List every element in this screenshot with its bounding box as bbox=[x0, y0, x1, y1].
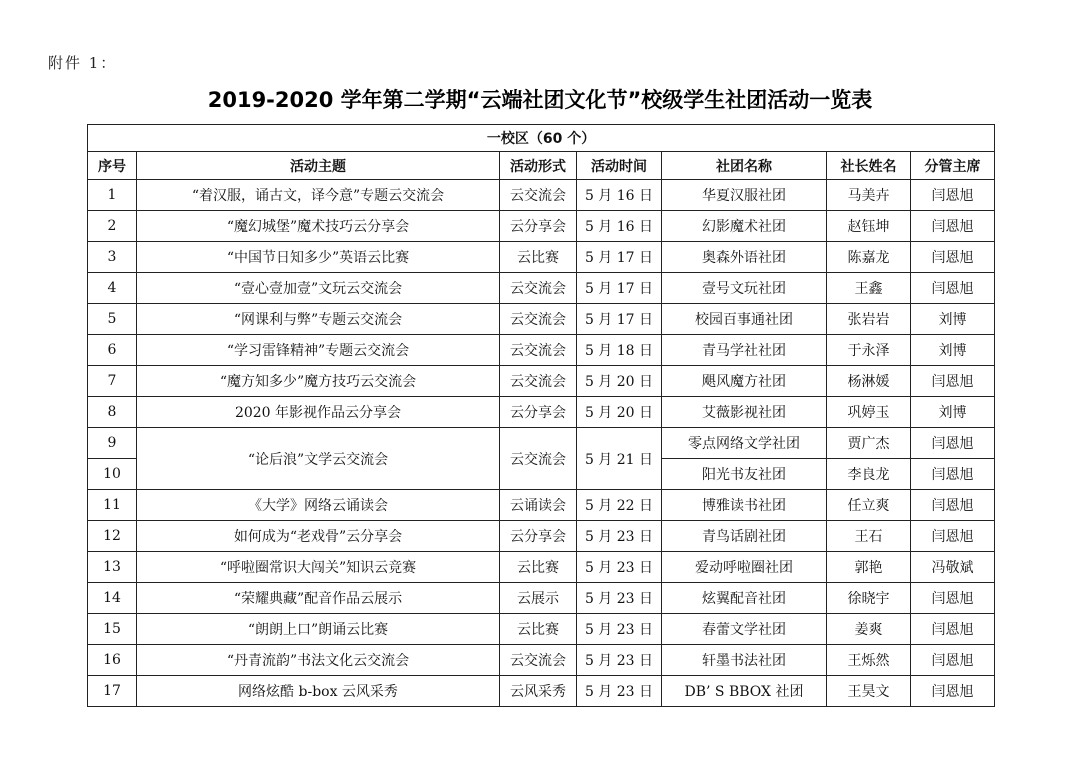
cell-club: 壹号文玩社团 bbox=[662, 273, 827, 304]
cell-supervisor: 闫恩旭 bbox=[911, 211, 995, 242]
cell-form: 云分享会 bbox=[500, 211, 577, 242]
cell-club: 轩墨书法社团 bbox=[662, 645, 827, 676]
cell-supervisor: 冯敬斌 bbox=[911, 552, 995, 583]
cell-form: 云交流会 bbox=[500, 180, 577, 211]
cell-president: 于永泽 bbox=[827, 335, 911, 366]
cell-president: 王石 bbox=[827, 521, 911, 552]
cell-form: 云展示 bbox=[500, 583, 577, 614]
table-row bbox=[88, 211, 995, 242]
cell-supervisor: 闫恩旭 bbox=[911, 459, 995, 490]
cell-club: 飓风魔方社团 bbox=[662, 366, 827, 397]
cell-president: 张岩岩 bbox=[827, 304, 911, 335]
table-row bbox=[88, 397, 995, 428]
cell-form: 云比赛 bbox=[500, 552, 577, 583]
cell-supervisor: 闫恩旭 bbox=[911, 428, 995, 459]
cell-theme: “网课利与弊”专题云交流会 bbox=[137, 304, 500, 335]
cell-no: 2 bbox=[88, 211, 137, 242]
header-theme: 活动主题 bbox=[137, 152, 500, 180]
table-row bbox=[88, 490, 995, 521]
cell-form: 云诵读会 bbox=[500, 490, 577, 521]
cell-date: 5 月 21 日 bbox=[577, 428, 662, 490]
table-row bbox=[88, 614, 995, 645]
cell-theme: 2020 年影视作品云分享会 bbox=[137, 397, 500, 428]
cell-president: 徐晓宇 bbox=[827, 583, 911, 614]
cell-no: 1 bbox=[88, 180, 137, 211]
cell-no: 12 bbox=[88, 521, 137, 552]
cell-supervisor: 闫恩旭 bbox=[911, 490, 995, 521]
cell-date: 5 月 23 日 bbox=[577, 676, 662, 707]
cell-supervisor: 闫恩旭 bbox=[911, 583, 995, 614]
cell-president: 任立爽 bbox=[827, 490, 911, 521]
cell-club: 校园百事通社团 bbox=[662, 304, 827, 335]
cell-club: 艾薇影视社团 bbox=[662, 397, 827, 428]
table-row bbox=[88, 428, 995, 459]
table-row bbox=[88, 583, 995, 614]
cell-president: 王昊文 bbox=[827, 676, 911, 707]
cell-president: 杨淋媛 bbox=[827, 366, 911, 397]
cell-form: 云比赛 bbox=[500, 242, 577, 273]
cell-theme: “朗朗上口”朗诵云比赛 bbox=[137, 614, 500, 645]
cell-no: 6 bbox=[88, 335, 137, 366]
cell-theme: “魔方知多少”魔方技巧云交流会 bbox=[137, 366, 500, 397]
cell-club: 爱动呼啦圈社团 bbox=[662, 552, 827, 583]
cell-supervisor: 闫恩旭 bbox=[911, 614, 995, 645]
cell-supervisor: 刘博 bbox=[911, 335, 995, 366]
cell-theme: “丹青流韵”书法文化云交流会 bbox=[137, 645, 500, 676]
cell-no: 5 bbox=[88, 304, 137, 335]
cell-theme: 如何成为“老戏骨”云分享会 bbox=[137, 521, 500, 552]
cell-supervisor: 闫恩旭 bbox=[911, 676, 995, 707]
cell-club: 炫翼配音社团 bbox=[662, 583, 827, 614]
cell-president: 陈嘉龙 bbox=[827, 242, 911, 273]
cell-date: 5 月 23 日 bbox=[577, 614, 662, 645]
cell-no: 16 bbox=[88, 645, 137, 676]
header-date: 活动时间 bbox=[577, 152, 662, 180]
cell-no: 3 bbox=[88, 242, 137, 273]
table-row bbox=[88, 335, 995, 366]
cell-president: 王鑫 bbox=[827, 273, 911, 304]
cell-form: 云交流会 bbox=[500, 304, 577, 335]
cell-date: 5 月 16 日 bbox=[577, 180, 662, 211]
cell-date: 5 月 18 日 bbox=[577, 335, 662, 366]
table-row bbox=[88, 676, 995, 707]
cell-no: 8 bbox=[88, 397, 137, 428]
campus-row bbox=[88, 125, 995, 152]
table-row bbox=[88, 645, 995, 676]
cell-supervisor: 闫恩旭 bbox=[911, 645, 995, 676]
cell-president: 马美卉 bbox=[827, 180, 911, 211]
cell-theme: “学习雷锋精神”专题云交流会 bbox=[137, 335, 500, 366]
header-supervisor: 分管主席 bbox=[911, 152, 995, 180]
cell-theme: “论后浪”文学云交流会 bbox=[137, 428, 500, 490]
cell-theme: “中国节日知多少”英语云比赛 bbox=[137, 242, 500, 273]
cell-no: 13 bbox=[88, 552, 137, 583]
cell-president: 巩婷玉 bbox=[827, 397, 911, 428]
cell-theme: “荣耀典藏”配音作品云展示 bbox=[137, 583, 500, 614]
cell-no: 14 bbox=[88, 583, 137, 614]
cell-form: 云比赛 bbox=[500, 614, 577, 645]
cell-supervisor: 闫恩旭 bbox=[911, 521, 995, 552]
cell-date: 5 月 20 日 bbox=[577, 397, 662, 428]
attachment-label: 附件 1： bbox=[48, 54, 118, 72]
cell-form: 云分享会 bbox=[500, 397, 577, 428]
cell-club: DB’ S BBOX 社团 bbox=[662, 676, 827, 707]
header-no: 序号 bbox=[88, 152, 137, 180]
cell-supervisor: 刘博 bbox=[911, 397, 995, 428]
cell-supervisor: 刘博 bbox=[911, 304, 995, 335]
cell-form: 云交流会 bbox=[500, 335, 577, 366]
cell-theme: “着汉服，诵古文，译今意”专题云交流会 bbox=[137, 180, 500, 211]
table-row bbox=[88, 366, 995, 397]
cell-club: 阳光书友社团 bbox=[662, 459, 827, 490]
page-title: 2019-2020 学年第二学期“云端社团文化节”校级学生社团活动一览表 bbox=[207, 88, 873, 112]
cell-club: 春蕾文学社团 bbox=[662, 614, 827, 645]
cell-no: 7 bbox=[88, 366, 137, 397]
cell-theme: 网络炫酷 b-box 云风采秀 bbox=[137, 676, 500, 707]
campus-label: 一校区（60 个） bbox=[88, 125, 995, 152]
cell-form: 云交流会 bbox=[500, 366, 577, 397]
table-row bbox=[88, 304, 995, 335]
cell-form: 云分享会 bbox=[500, 521, 577, 552]
header-club: 社团名称 bbox=[662, 152, 827, 180]
cell-supervisor: 闫恩旭 bbox=[911, 366, 995, 397]
cell-date: 5 月 23 日 bbox=[577, 521, 662, 552]
cell-form: 云交流会 bbox=[500, 645, 577, 676]
cell-club: 奥森外语社团 bbox=[662, 242, 827, 273]
cell-supervisor: 闫恩旭 bbox=[911, 180, 995, 211]
cell-date: 5 月 17 日 bbox=[577, 273, 662, 304]
cell-club: 幻影魔术社团 bbox=[662, 211, 827, 242]
header-president: 社长姓名 bbox=[827, 152, 911, 180]
cell-president: 王烁然 bbox=[827, 645, 911, 676]
cell-no: 10 bbox=[88, 459, 137, 490]
cell-form: 云交流会 bbox=[500, 428, 577, 490]
cell-club: 青鸟话剧社团 bbox=[662, 521, 827, 552]
cell-form: 云风采秀 bbox=[500, 676, 577, 707]
cell-date: 5 月 17 日 bbox=[577, 242, 662, 273]
cell-supervisor: 闫恩旭 bbox=[911, 273, 995, 304]
cell-supervisor: 闫恩旭 bbox=[911, 242, 995, 273]
cell-club: 博雅读书社团 bbox=[662, 490, 827, 521]
table-row bbox=[88, 242, 995, 273]
table-row bbox=[88, 552, 995, 583]
cell-club: 青马学社社团 bbox=[662, 335, 827, 366]
cell-date: 5 月 23 日 bbox=[577, 552, 662, 583]
cell-no: 11 bbox=[88, 490, 137, 521]
cell-date: 5 月 20 日 bbox=[577, 366, 662, 397]
cell-president: 赵钰坤 bbox=[827, 211, 911, 242]
cell-president: 贾广杰 bbox=[827, 428, 911, 459]
cell-no: 15 bbox=[88, 614, 137, 645]
header-form: 活动形式 bbox=[500, 152, 577, 180]
cell-president: 郭艳 bbox=[827, 552, 911, 583]
table-row bbox=[88, 273, 995, 304]
cell-date: 5 月 22 日 bbox=[577, 490, 662, 521]
cell-theme: “魔幻城堡”魔术技巧云分享会 bbox=[137, 211, 500, 242]
cell-no: 4 bbox=[88, 273, 137, 304]
cell-theme: “壹心壹加壹”文玩云交流会 bbox=[137, 273, 500, 304]
cell-date: 5 月 23 日 bbox=[577, 583, 662, 614]
cell-no: 17 bbox=[88, 676, 137, 707]
header-row bbox=[88, 152, 995, 180]
cell-president: 姜爽 bbox=[827, 614, 911, 645]
activity-table bbox=[87, 124, 995, 707]
cell-no: 9 bbox=[88, 428, 137, 459]
cell-date: 5 月 17 日 bbox=[577, 304, 662, 335]
table-row bbox=[88, 521, 995, 552]
cell-form: 云交流会 bbox=[500, 273, 577, 304]
cell-club: 华夏汉服社团 bbox=[662, 180, 827, 211]
cell-theme: “呼啦圈常识大闯关”知识云竞赛 bbox=[137, 552, 500, 583]
cell-theme: 《大学》网络云诵读会 bbox=[137, 490, 500, 521]
cell-date: 5 月 16 日 bbox=[577, 211, 662, 242]
table-row bbox=[88, 180, 995, 211]
cell-club: 零点网络文学社团 bbox=[662, 428, 827, 459]
cell-date: 5 月 23 日 bbox=[577, 645, 662, 676]
cell-president: 李良龙 bbox=[827, 459, 911, 490]
